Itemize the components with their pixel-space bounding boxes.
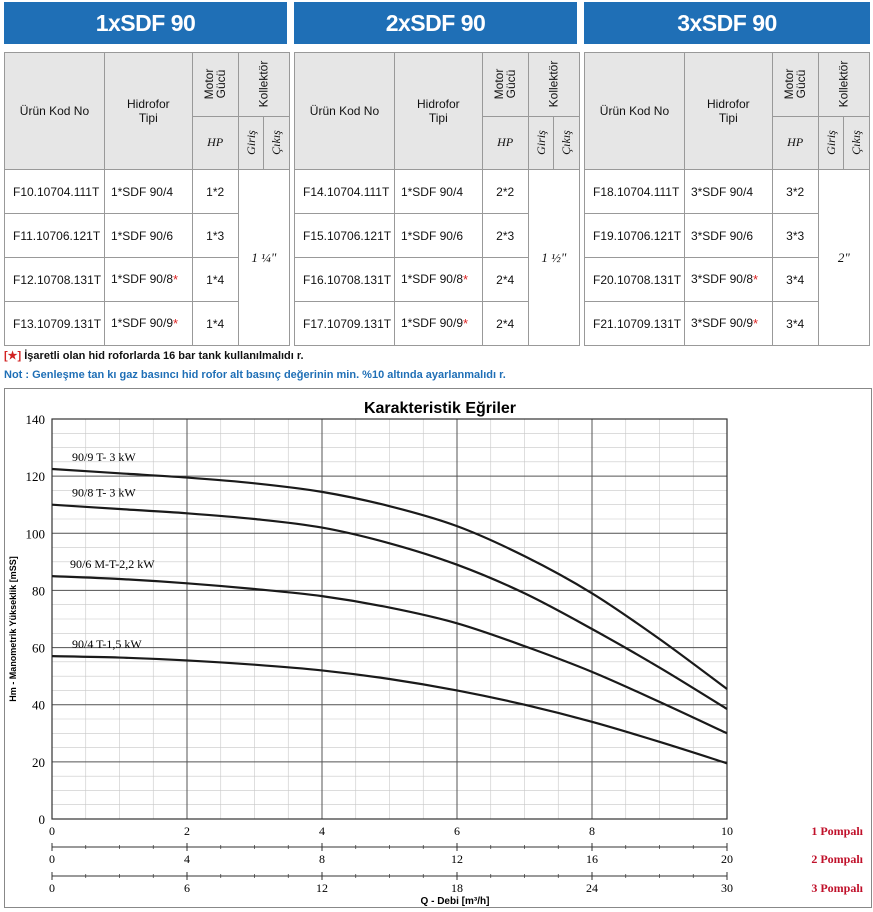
chart-title: Karakteristik Eğriler: [364, 400, 516, 417]
header-3xsdf90: 3xSDF 90: [584, 2, 870, 44]
series-label: 90/9 T- 3 kW: [72, 450, 136, 464]
characteristic-chart: [5, 389, 871, 907]
col-header-inlet: [238, 116, 264, 169]
pump-type: [394, 214, 482, 258]
motor-label: Motor Gücü: [493, 64, 517, 104]
inlet-label: Giriş: [533, 130, 548, 155]
outlet-label: Çıkış: [559, 130, 574, 155]
product-code: F16.10708.131T: [295, 258, 395, 302]
series-label: 90/6 M-T-2,2 kW: [70, 557, 155, 571]
x-tick-label: 6: [454, 824, 460, 838]
collector-size: 2": [818, 170, 869, 346]
star-marker: *: [173, 316, 178, 331]
motor-label: Motor Gücü: [203, 64, 227, 104]
motor-hp: 3*3: [772, 214, 818, 258]
table-row: [5, 170, 290, 214]
note-tank: Not : Genleşme tan kı gaz basıncı hid rofor alt basınç değerinin min. %10 altında ayarlanmalıdı r.: [4, 369, 506, 381]
x-axis-label: Q - Debi [m³/h]: [421, 896, 490, 907]
spec-table-2: [294, 52, 580, 346]
inlet-label: Giriş: [243, 130, 258, 155]
pump-type-text: 1*SDF 90/4: [401, 185, 463, 199]
x-tick-label: 8: [319, 852, 325, 866]
pump-type-text: 1*SDF 90/9: [111, 316, 173, 330]
table-row: [295, 170, 580, 214]
col-header-inlet: [528, 116, 554, 169]
product-code: F20.10708.131T: [585, 258, 685, 302]
y-tick-label: 40: [32, 698, 45, 713]
y-tick-label: 60: [32, 641, 45, 656]
x-tick-label: 18: [451, 881, 463, 895]
pump-type: [394, 170, 482, 214]
product-code: F11.10706.121T: [5, 214, 105, 258]
motor-hp: 3*2: [772, 170, 818, 214]
x-tick-label: 10: [721, 824, 733, 838]
table-head-row: [585, 53, 870, 117]
pump-type: [394, 258, 482, 302]
col-header-hp: HP: [482, 116, 528, 169]
col-header-hp: HP: [192, 116, 238, 169]
collector-label: Kollektör: [547, 61, 561, 108]
x-tick-label: 0: [49, 852, 55, 866]
col-header-motor: [192, 53, 238, 117]
pump-type: [104, 258, 192, 302]
outlet-label: Çıkış: [269, 130, 284, 155]
pump-type-text: 1*SDF 90/9: [401, 316, 463, 330]
pump-type-text: 1*SDF 90/8: [401, 272, 463, 286]
pump-type-text: 1*SDF 90/4: [111, 185, 173, 199]
x-tick-label: 0: [49, 881, 55, 895]
col-header-motor: [772, 53, 818, 117]
col-header-outlet: [264, 116, 290, 169]
outlet-label: Çıkış: [849, 130, 864, 155]
col-header-type: Hidrofor Tipi: [104, 53, 192, 170]
col-header-type: Hidrofor Tipi: [394, 53, 482, 170]
note-star-text: İşaretli olan hid roforlarda 16 bar tank kullanılmalıdı r.: [24, 350, 303, 362]
product-code: F13.10709.131T: [5, 302, 105, 346]
note-star: [4, 349, 304, 362]
motor-hp: 3*4: [772, 302, 818, 346]
motor-hp: 2*2: [482, 170, 528, 214]
col-header-code: Ürün Kod No: [5, 53, 105, 170]
product-code: F21.10709.131T: [585, 302, 685, 346]
motor-hp: 2*3: [482, 214, 528, 258]
x-tick-label: 12: [316, 881, 328, 895]
pump-type: [684, 258, 772, 302]
pump-type: [684, 214, 772, 258]
pump-type: [394, 302, 482, 346]
product-code: F14.10704.111T: [295, 170, 395, 214]
y-tick-label: 20: [32, 755, 45, 770]
pump-type: [684, 302, 772, 346]
motor-hp: 1*2: [192, 170, 238, 214]
y-axis-label: Hm - Manometrik Yükseklik [mSS]: [8, 556, 18, 701]
header-1xsdf90: 1xSDF 90: [4, 2, 287, 44]
col-header-outlet: [554, 116, 580, 169]
y-tick-label: 80: [32, 583, 45, 598]
star-marker: *: [753, 316, 758, 331]
x-tick-label: 4: [184, 852, 190, 866]
x-tick-label: 12: [451, 852, 463, 866]
x-tick-label: 4: [319, 824, 325, 838]
col-header-inlet: [818, 116, 844, 169]
y-tick-label: 100: [26, 526, 46, 541]
col-header-motor: [482, 53, 528, 117]
star-marker: *: [463, 316, 468, 331]
spec-table-1: [4, 52, 290, 346]
motor-hp: 1*4: [192, 302, 238, 346]
col-header-hp: HP: [772, 116, 818, 169]
product-code: F17.10709.131T: [295, 302, 395, 346]
motor-hp: 1*4: [192, 258, 238, 302]
col-header-code: Ürün Kod No: [585, 53, 685, 170]
pump-count-label: 3 Pompalı: [811, 881, 863, 895]
pump-type: [104, 170, 192, 214]
product-code: F18.10704.111T: [585, 170, 685, 214]
header-2xsdf90: 2xSDF 90: [294, 2, 577, 44]
x-tick-label: 30: [721, 881, 733, 895]
spec-table-3: [584, 52, 870, 346]
pump-type: [684, 170, 772, 214]
product-code: F15.10706.121T: [295, 214, 395, 258]
collector-label: Kollektör: [257, 61, 271, 108]
col-header-collector: [818, 53, 869, 117]
motor-hp: 1*3: [192, 214, 238, 258]
pump-type-text: 1*SDF 90/6: [401, 229, 463, 243]
pump-type-text: 3*SDF 90/9: [691, 316, 753, 330]
col-header-collector: [528, 53, 579, 117]
collector-label: Kollektör: [837, 61, 851, 108]
pump-type: [104, 302, 192, 346]
x-tick-label: 0: [49, 824, 55, 838]
pump-type-text: 3*SDF 90/8: [691, 272, 753, 286]
col-header-collector: [238, 53, 289, 117]
series-label: 90/8 T- 3 kW: [72, 486, 136, 500]
table-head-row: [295, 53, 580, 117]
star-marker: *: [463, 272, 468, 287]
pump-count-label: 2 Pompalı: [811, 852, 863, 866]
star-marker: *: [173, 272, 178, 287]
collector-size: 1 ¼": [238, 170, 289, 346]
col-header-code: Ürün Kod No: [295, 53, 395, 170]
x-tick-label: 20: [721, 852, 733, 866]
pump-count-label: 1 Pompalı: [811, 824, 863, 838]
pump-type-text: 3*SDF 90/6: [691, 229, 753, 243]
pump-type-text: 1*SDF 90/6: [111, 229, 173, 243]
pump-type-text: 1*SDF 90/8: [111, 272, 173, 286]
pump-type-text: 3*SDF 90/4: [691, 185, 753, 199]
x-tick-label: 6: [184, 881, 190, 895]
series-label: 90/4 T-1,5 kW: [72, 637, 142, 651]
inlet-label: Giriş: [823, 130, 838, 155]
table-head-row: [5, 53, 290, 117]
motor-hp: 2*4: [482, 302, 528, 346]
col-header-type: Hidrofor Tipi: [684, 53, 772, 170]
y-tick-label: 140: [26, 412, 46, 427]
product-code: F10.10704.111T: [5, 170, 105, 214]
motor-label: Motor Gücü: [783, 64, 807, 104]
x-tick-label: 8: [589, 824, 595, 838]
product-code: F12.10708.131T: [5, 258, 105, 302]
x-tick-label: 24: [586, 881, 598, 895]
collector-size: 1 ½": [528, 170, 579, 346]
star-marker: *: [753, 272, 758, 287]
y-tick-label: 0: [39, 812, 46, 827]
x-tick-label: 16: [586, 852, 598, 866]
motor-hp: 3*4: [772, 258, 818, 302]
chart-container: [4, 388, 872, 908]
x-tick-label: 2: [184, 824, 190, 838]
star-marker: [★]: [4, 350, 21, 362]
motor-hp: 2*4: [482, 258, 528, 302]
table-row: [585, 170, 870, 214]
product-code: F19.10706.121T: [585, 214, 685, 258]
pump-type: [104, 214, 192, 258]
col-header-outlet: [844, 116, 870, 169]
y-tick-label: 120: [26, 469, 46, 484]
